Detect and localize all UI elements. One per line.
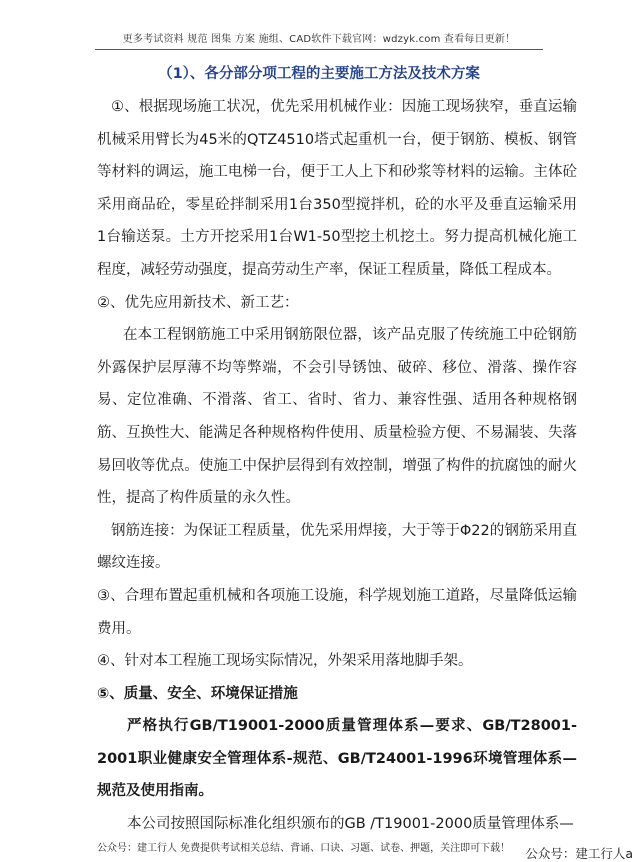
paragraph-rebar-positioner: 在本工程钢筋施工中采用钢筋限位器，该产品克服了传统施工中砼钢筋外露保护层厚薄不均等弊端，不会引导锈蚀、破碎、移位、滑落、操作容易、定位准确、不滑落、省工、省时、省力、兼容性强、适用各种规格钢筋、互换性大、能满足各种规格构件使用、质量检验方便、不易漏装、失落易回收等优点。使施工中保护层得到有效控制，增强了构件的抗腐蚀的耐火性，提高了构件质量的永久性。 xyxy=(97,327,577,507)
paragraph-quality-safety-heading: ⑤、质量、安全、环境保证措施 xyxy=(97,685,298,702)
page-footer xyxy=(97,832,637,860)
footer-watermark: 公众号：建工行人a xyxy=(525,846,633,861)
paragraph-crane-layout: ③、合理布置起重机械和各项施工设施，科学规划施工道路，尽量降低运输费用。 xyxy=(97,587,577,637)
section-title: （1）、各分部分项工程的主要施工方法及技术方案 xyxy=(158,66,480,82)
paragraph-company-iso: 本公司按照国际标准化组织颁布的GB /T19001-2000质量管理体系— xyxy=(127,816,574,833)
footer-note: 公众号：建工行人 免费提供考试相关总结、背诵、口诀、习题、试卷、押题，关注即可下载！ xyxy=(97,843,511,854)
header-divider xyxy=(95,49,543,50)
paragraph-scaffolding: ④、针对本工程施工现场实际情况，外架采用落地脚手架。 xyxy=(97,653,473,670)
paragraph-rebar-connection: 钢筋连接：为保证工程质量，优先采用焊接，大于等于Φ22的钢筋采用直螺纹连接。 xyxy=(97,522,577,572)
header-note: 更多考试资料 规范 图集 方案 施组、CAD软件下载官网：wdzyk.com 查看每日更新！ xyxy=(122,34,516,45)
paragraph-management-standards: 严格执行GB/T19001-2000质量管理体系—要求、GB/T28001-2001职业健康安全管理体系-规范、GB/T24001-1996环境管理体系—规范及使用指南。 xyxy=(97,718,577,800)
paragraph-new-technology-heading: ②、优先应用新技术、新工艺： xyxy=(97,294,299,311)
document-body xyxy=(97,91,577,841)
paragraph-mechanized-construction: ①、根据现场施工状况，优先采用机械作业：因施工现场狭窄，垂直运输机械采用臂长为45米的QTZ4510塔式起重机一台，便于钢筋、模板、钢管等材料的调运，施工电梯一台，便于工人上下和砂浆等材料的运输。主体砼采用商品砼，零星砼拌制采用1台350型搅拌机，砼的水平及垂直运输采用1台输送泵。土方开挖采用1台W1-50型挖土机挖土。努力提高机械化施工程度，减轻劳动强度，提高劳动生产率，保证工程质量，降低工程成本。 xyxy=(97,99,577,278)
